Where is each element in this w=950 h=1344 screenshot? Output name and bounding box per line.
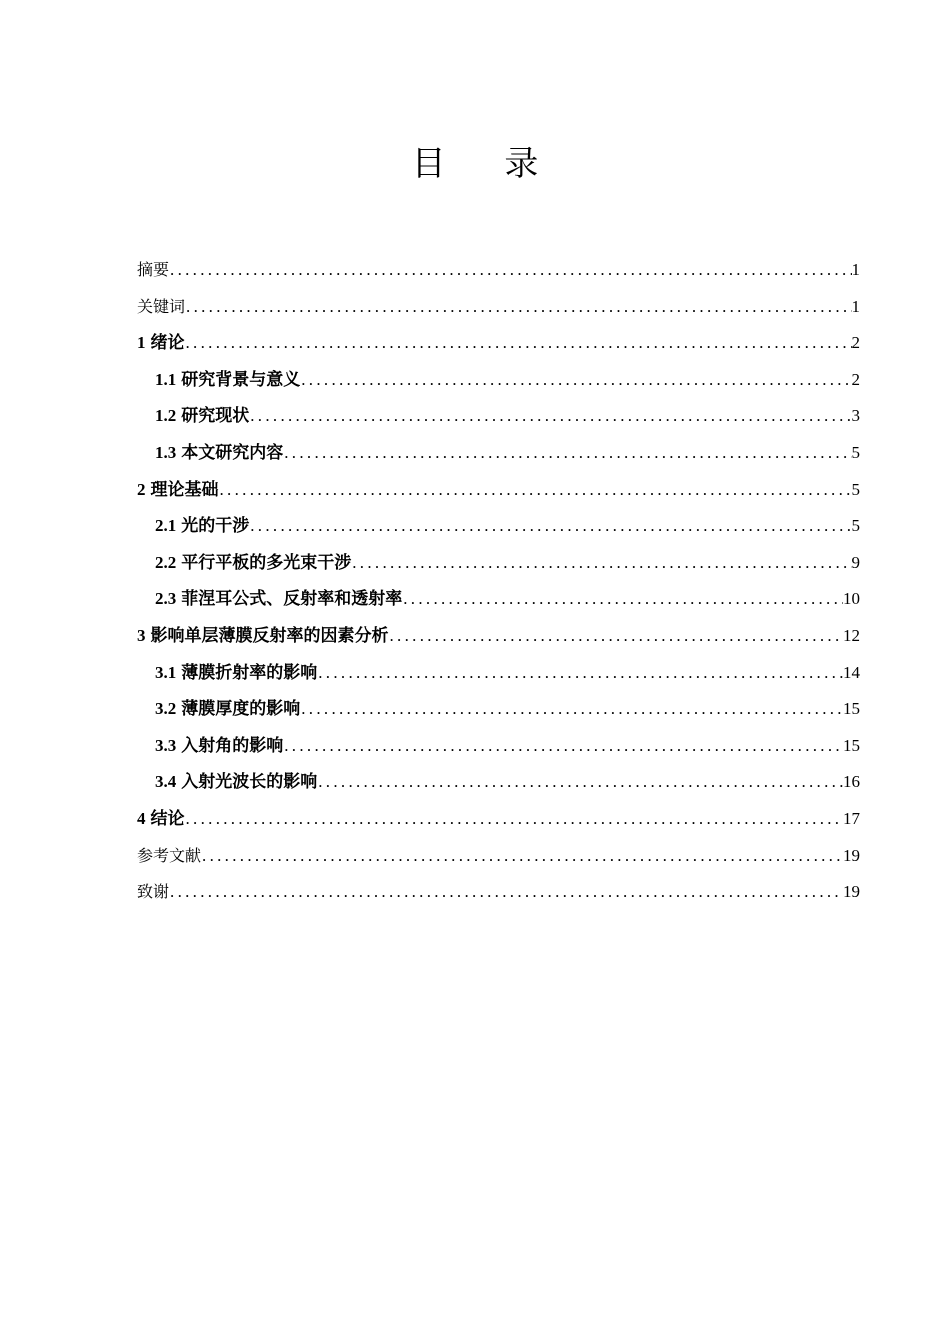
toc-entry-label <box>137 252 169 289</box>
toc-entry-title: 光的干涉 <box>181 516 250 537</box>
toc-entry[interactable] <box>137 801 860 838</box>
toc-entry-label <box>155 398 249 435</box>
toc-entry-page-number: 1 <box>851 296 860 316</box>
toc-entry-page-number: 16 <box>843 772 860 792</box>
toc-entry-page-number: 19 <box>843 845 860 865</box>
toc-dot-leader <box>185 325 852 362</box>
toc-entry-number: 3.2 <box>155 699 177 719</box>
toc-dot-leader <box>185 289 851 326</box>
toc-entry-label <box>137 325 185 362</box>
toc-entry-title: 影响单层薄膜反射率的因素分析 <box>150 625 389 646</box>
toc-dot-leader <box>249 508 851 545</box>
toc-entry-title: 绪论 <box>150 333 185 354</box>
toc-entry-label <box>155 581 402 618</box>
toc-dot-leader <box>201 838 843 875</box>
toc-entry-page-number: 14 <box>843 662 860 682</box>
toc-entry[interactable] <box>137 289 860 326</box>
toc-entry-title: 本文研究内容 <box>181 442 284 463</box>
toc-entry-number: 2 <box>137 479 146 499</box>
toc-dot-leader <box>317 655 843 692</box>
toc-entry-page-number: 2 <box>851 369 860 389</box>
toc-dot-leader <box>283 728 843 765</box>
toc-entry-number: 1.3 <box>155 442 177 462</box>
toc-entry-label <box>137 801 185 838</box>
toc-entry-page-number: 12 <box>843 625 860 645</box>
toc-entry-label <box>155 435 283 472</box>
toc-entry-number: 1.2 <box>155 406 177 426</box>
toc-dot-leader <box>219 472 852 509</box>
toc-entry-page-number: 2 <box>851 333 860 353</box>
toc-entry[interactable] <box>137 655 860 692</box>
toc-entry-number: 3 <box>137 625 146 645</box>
toc-entry-page-number: 9 <box>851 552 860 572</box>
toc-entry-page-number: 17 <box>843 808 860 828</box>
toc-entry[interactable] <box>137 435 860 472</box>
toc-entry-label <box>155 764 317 801</box>
toc-entry[interactable] <box>137 362 860 399</box>
toc-entry-page-number: 5 <box>851 442 860 462</box>
toc-entry-label <box>137 838 201 875</box>
toc-entry[interactable] <box>137 472 860 509</box>
toc-entry-title: 参考文献 <box>137 845 202 865</box>
toc-dot-leader <box>389 618 844 655</box>
toc-entry-title: 平行平板的多光束干涉 <box>181 552 352 573</box>
toc-dot-leader <box>300 362 851 399</box>
toc-entry-number: 2.2 <box>155 552 177 572</box>
toc-entry-label <box>155 545 351 582</box>
toc-dot-leader <box>169 252 851 289</box>
toc-entry-number: 3.4 <box>155 772 177 792</box>
toc-entry-page-number: 5 <box>851 479 860 499</box>
toc-dot-leader <box>185 801 844 838</box>
toc-entry-label <box>137 289 185 326</box>
toc-entry[interactable] <box>137 764 860 801</box>
toc-entry-title: 结论 <box>150 808 185 829</box>
toc-entry-label <box>155 691 300 728</box>
toc-entry-title: 关键词 <box>137 296 186 316</box>
toc-dot-leader <box>283 435 851 472</box>
toc-dot-leader <box>249 398 851 435</box>
toc-entry-title: 薄膜厚度的影响 <box>181 699 301 720</box>
toc-entry-page-number: 3 <box>851 406 860 426</box>
toc-entry-label <box>137 618 389 655</box>
toc-entry[interactable] <box>137 545 860 582</box>
toc-entry-title: 理论基础 <box>150 479 219 500</box>
toc-entry-number: 2.3 <box>155 589 177 609</box>
toc-entry-number: 1 <box>137 333 146 353</box>
toc-entry-label <box>137 874 169 911</box>
toc-entry[interactable] <box>137 874 860 911</box>
toc-entry-page-number: 15 <box>843 699 860 719</box>
toc-entry-label <box>155 362 300 399</box>
toc-entry-label <box>155 728 283 765</box>
toc-dot-leader <box>317 764 843 801</box>
toc-dot-leader <box>169 874 843 911</box>
toc-entry-number: 3.1 <box>155 662 177 682</box>
toc-entry-page-number: 15 <box>843 735 860 755</box>
toc-entry-title: 致谢 <box>137 882 170 902</box>
toc-entry[interactable] <box>137 398 860 435</box>
table-of-contents <box>137 252 860 911</box>
toc-dot-leader <box>300 691 843 728</box>
page-title: 目 录 <box>411 144 563 184</box>
toc-entry-number: 3.3 <box>155 735 177 755</box>
toc-entry[interactable] <box>137 325 860 362</box>
toc-entry-title: 研究背景与意义 <box>181 369 301 390</box>
toc-entry-title: 菲涅耳公式、反射率和透射率 <box>181 589 403 610</box>
toc-entry-title: 研究现状 <box>181 406 250 427</box>
toc-entry[interactable] <box>137 508 860 545</box>
toc-entry[interactable] <box>137 618 860 655</box>
toc-entry-number: 2.1 <box>155 516 177 536</box>
toc-dot-leader <box>351 545 851 582</box>
toc-entry-number: 1.1 <box>155 369 177 389</box>
toc-entry-label <box>155 655 317 692</box>
toc-entry[interactable] <box>137 838 860 875</box>
toc-entry-label <box>155 508 249 545</box>
toc-dot-leader <box>402 581 843 618</box>
toc-entry-page-number: 19 <box>843 882 860 902</box>
toc-entry[interactable] <box>137 728 860 765</box>
toc-entry-title: 摘要 <box>137 260 170 279</box>
toc-entry[interactable] <box>137 691 860 728</box>
toc-entry-title: 入射角的影响 <box>181 735 284 756</box>
toc-entry[interactable] <box>137 252 860 289</box>
toc-entry-page-number: 5 <box>851 516 860 536</box>
toc-entry-page-number: 10 <box>843 589 860 609</box>
toc-entry-page-number: 1 <box>851 260 860 279</box>
toc-entry-title: 入射光波长的影响 <box>181 772 318 793</box>
toc-entry-number: 4 <box>137 808 146 828</box>
toc-entry-label <box>137 472 219 509</box>
toc-entry-title: 薄膜折射率的影响 <box>181 662 318 683</box>
toc-entry[interactable] <box>137 581 860 618</box>
